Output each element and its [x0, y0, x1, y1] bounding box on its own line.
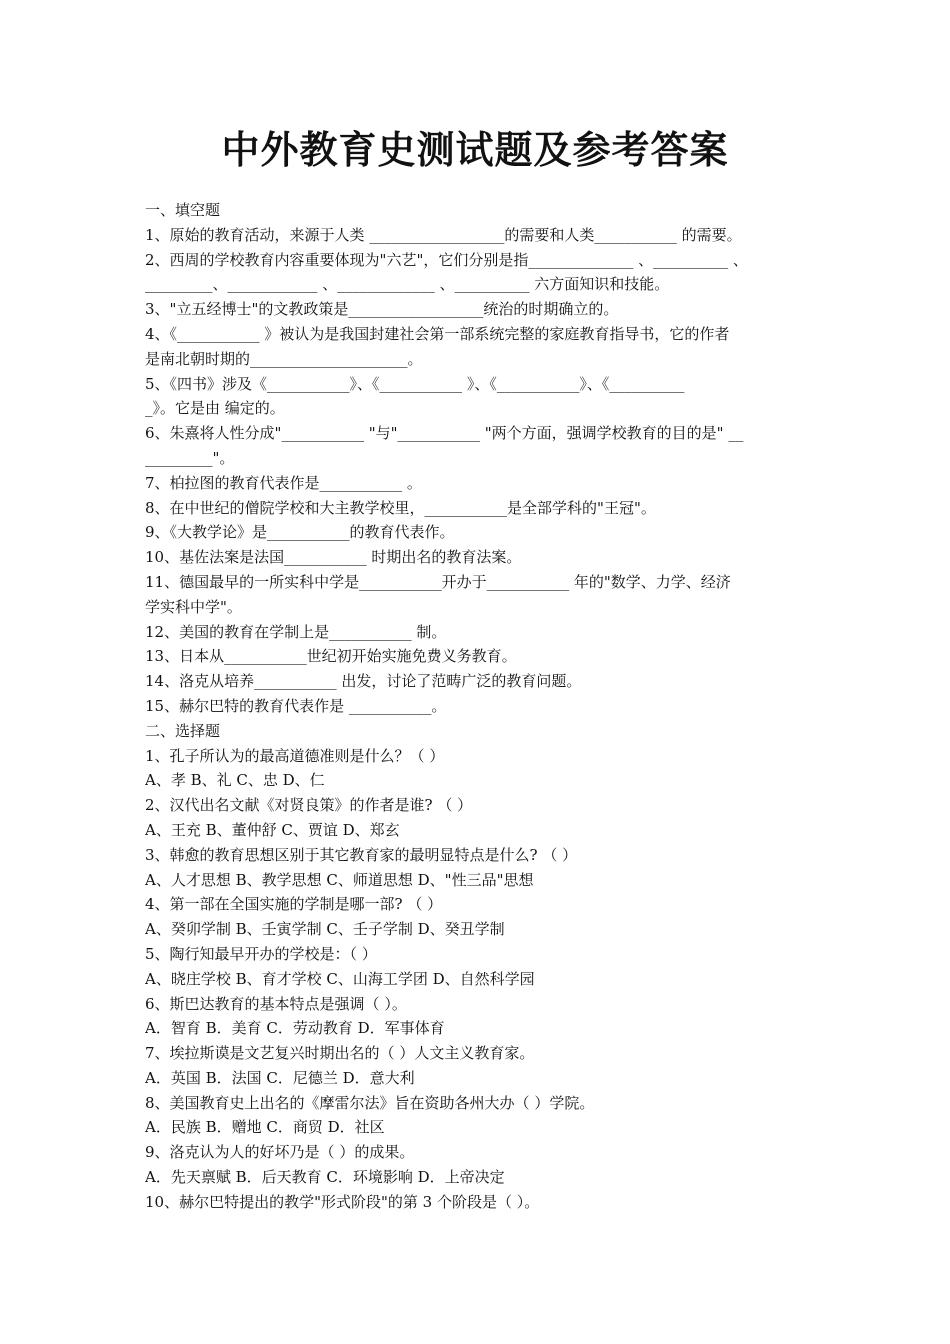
text-line: 5、《四书》涉及《___________》、《___________ 》、《___________》、《__________ [145, 374, 685, 393]
text-line: 学实科中学"。 [145, 597, 242, 616]
text-line: 10、赫尔巴特提出的教学"形式阶段"的第 3 个阶段是（ ）。 [145, 1192, 540, 1211]
text-line: 二、选择题 [145, 721, 221, 740]
text-line: 9、《大教学论》是___________的教育代表作。 [145, 523, 455, 542]
text-line: 是南北朝时期的_____________________。 [145, 349, 423, 368]
text-line: 7、柏拉图的教育代表作是___________ 。 [145, 473, 422, 492]
text-line: 3、"立五经博士"的文教政策是__________________统治的时期确立的。 [145, 300, 619, 319]
text-line: 4、第一部在全国实施的学制是哪一部? （ ） [145, 895, 443, 914]
text-line: 6、朱熹将人性分成"___________ "与"___________ "两个方面，强调学校教育的目的是" __ [145, 424, 744, 443]
text-line: 5、陶行知最早开办的学校是：（ ） [145, 944, 377, 963]
text-line: _________、____________ 、_____________ 、__________ 六方面知识和技能。 [145, 275, 670, 294]
text-line: 4、《___________ 》被认为是我国封建社会第一部系统完整的家庭教育指导书，它的作者 [145, 324, 730, 343]
text-line: 8、在中世纪的僧院学校和大主教学校里，___________是全部学科的"王冠"。 [145, 498, 656, 517]
text-line: _》。它是由 编定的。 [145, 399, 285, 418]
text-line: A、癸卯学制 B、壬寅学制 C、壬子学制 D、癸丑学制 [145, 920, 505, 939]
text-line: 1、原始的教育活动，来源于人类 __________________的需要和人类___________ 的需要。 [145, 225, 742, 244]
text-line: A、晓庄学校 B、育才学校 C、山海工学团 D、自然科学园 [145, 969, 535, 988]
text-line: A．英国 B．法国 C．尼德兰 D．意大利 [145, 1068, 415, 1087]
text-line: 6、斯巴达教育的基本特点是强调（ ）。 [145, 994, 407, 1013]
text-line: 13、日本从___________世纪初开始实施免费义务教育。 [145, 647, 517, 666]
text-line: 2、西周的学校教育内容重要体现为"六艺"，它们分别是指______________ 、__________ 、 [145, 250, 748, 269]
document-body [145, 198, 815, 1215]
text-line: 2、汉代出名文献《对贤良策》的作者是谁? （ ） [145, 796, 473, 815]
text-line: 3、韩愈的教育思想区别于其它教育家的最明显特点是什么? （ ） [145, 845, 578, 864]
text-line: A．民族 B．赠地 C．商贸 D．社区 [145, 1118, 385, 1137]
text-line: A．智育 B．美育 C．劳动教育 D．军事体育 [145, 1019, 445, 1038]
text-line: A、孝 B、礼 C、忠 D、仁 [145, 771, 325, 790]
text-line: _________"。 [145, 448, 235, 467]
text-line: A、王充 B、董仲舒 C、贾谊 D、郑玄 [145, 820, 400, 839]
document-title: 中外教育史测试题及参考答案 [221, 127, 729, 172]
text-line: 15、赫尔巴特的教育代表作是 ___________。 [145, 696, 447, 715]
text-line: 11、德国最早的一所实科中学是___________开办于___________ 年的"数学、力学、经济 [145, 572, 731, 591]
text-line: 1、孔子所认为的最高道德准则是什么？（ ） [145, 746, 445, 765]
text-line: 一、填空题 [145, 201, 221, 219]
text-line: A．先天禀赋 B．后天教育 C．环境影响 D．上帝决定 [145, 1168, 505, 1187]
text-line: 7、埃拉斯谟是文艺复兴时期出名的（ ）人文主义教育家。 [145, 1044, 535, 1063]
text-line: A、人才思想 B、教学思想 C、师道思想 D、"性三品"思想 [145, 870, 534, 889]
text-line: 9、洛克认为人的好坏乃是（ ）的成果。 [145, 1143, 415, 1162]
text-line: 12、美国的教育在学制上是___________ 制。 [145, 622, 447, 641]
text-line: 14、洛克从培养___________ 出发，讨论了范畴广泛的教育问题。 [145, 672, 582, 691]
text-line: 10、基佐法案是法国___________ 时期出名的教育法案。 [145, 548, 522, 567]
text-line: 8、美国教育史上出名的《摩雷尔法》旨在资助各州大办（ ）学院。 [145, 1093, 595, 1112]
